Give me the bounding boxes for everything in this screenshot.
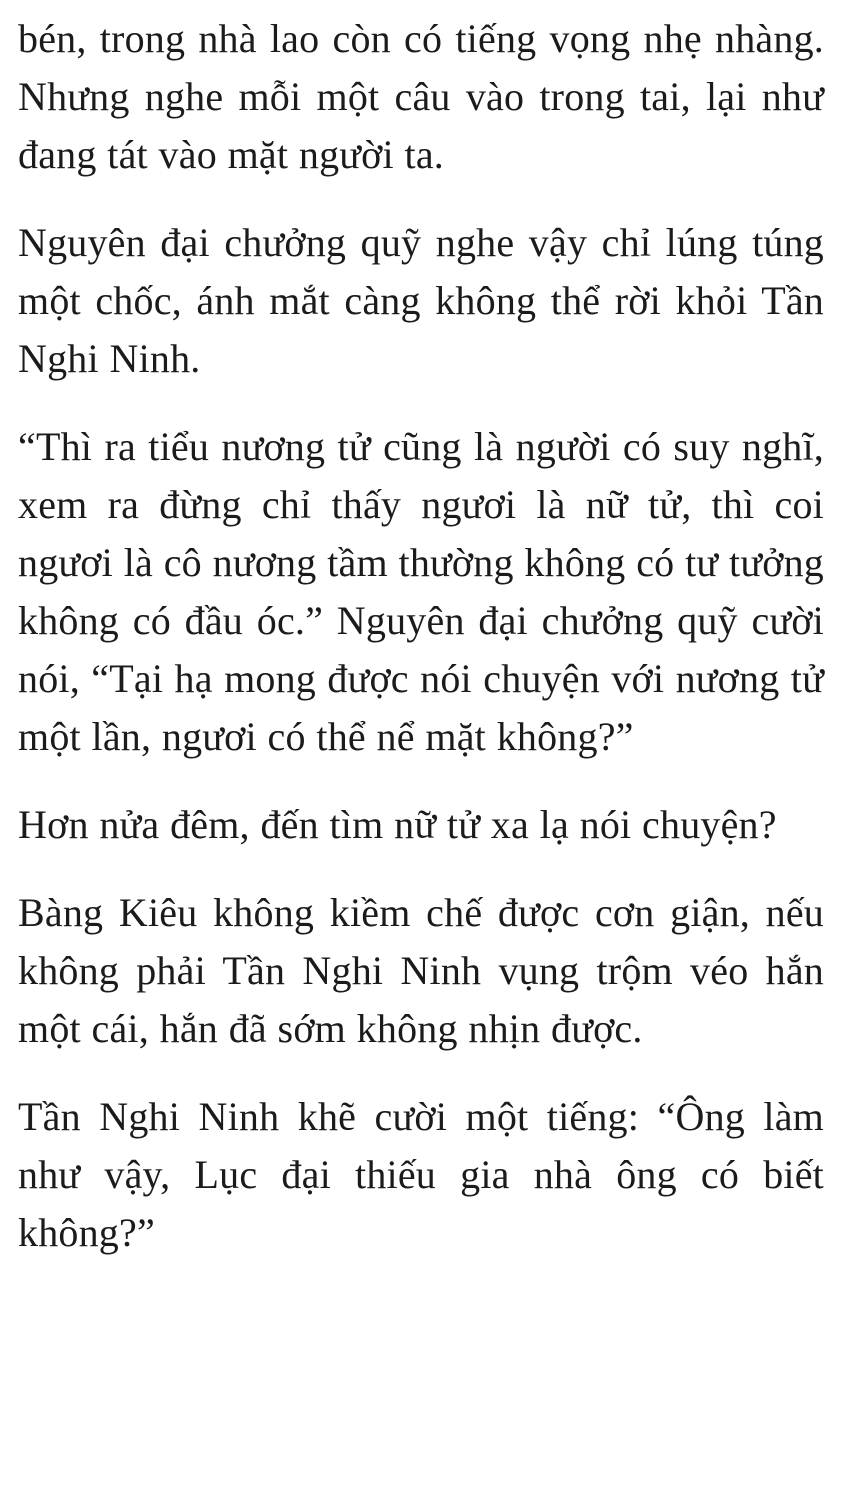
paragraph: bén, trong nhà lao còn có tiếng vọng nhẹ nhàng. Nhưng nghe mỗi một câu vào trong tai, lại như đang tát vào mặt người ta. [18,16,824,177]
paragraph: Tần Nghi Ninh khẽ cười một tiếng: “Ông làm như vậy, Lục đại thiếu gia nhà ông có biết không?” [18,1094,824,1255]
paragraph: “Thì ra tiểu nương tử cũng là người có suy nghĩ, xem ra đừng chỉ thấy ngươi là nữ tử, thì coi ngươi là cô nương tầm thường không có tư tưởng không có đầu óc.” Nguyên đại chưởng quỹ cười nói, “Tại hạ mong được nói chuyện với nương tử một lần, ngươi có thể nể mặt không?” [18,424,824,759]
paragraph: Hơn nửa đêm, đến tìm nữ tử xa lạ nói chuyện? [18,802,777,847]
paragraph: Nguyên đại chưởng quỹ nghe vậy chỉ lúng túng một chốc, ánh mắt càng không thể rời khỏi Tần Nghi Ninh. [18,220,824,381]
paragraph: Bàng Kiêu không kiềm chế được cơn giận, nếu không phải Tần Nghi Ninh vụng trộm véo hắn một cái, hắn đã sớm không nhịn được. [18,890,824,1051]
